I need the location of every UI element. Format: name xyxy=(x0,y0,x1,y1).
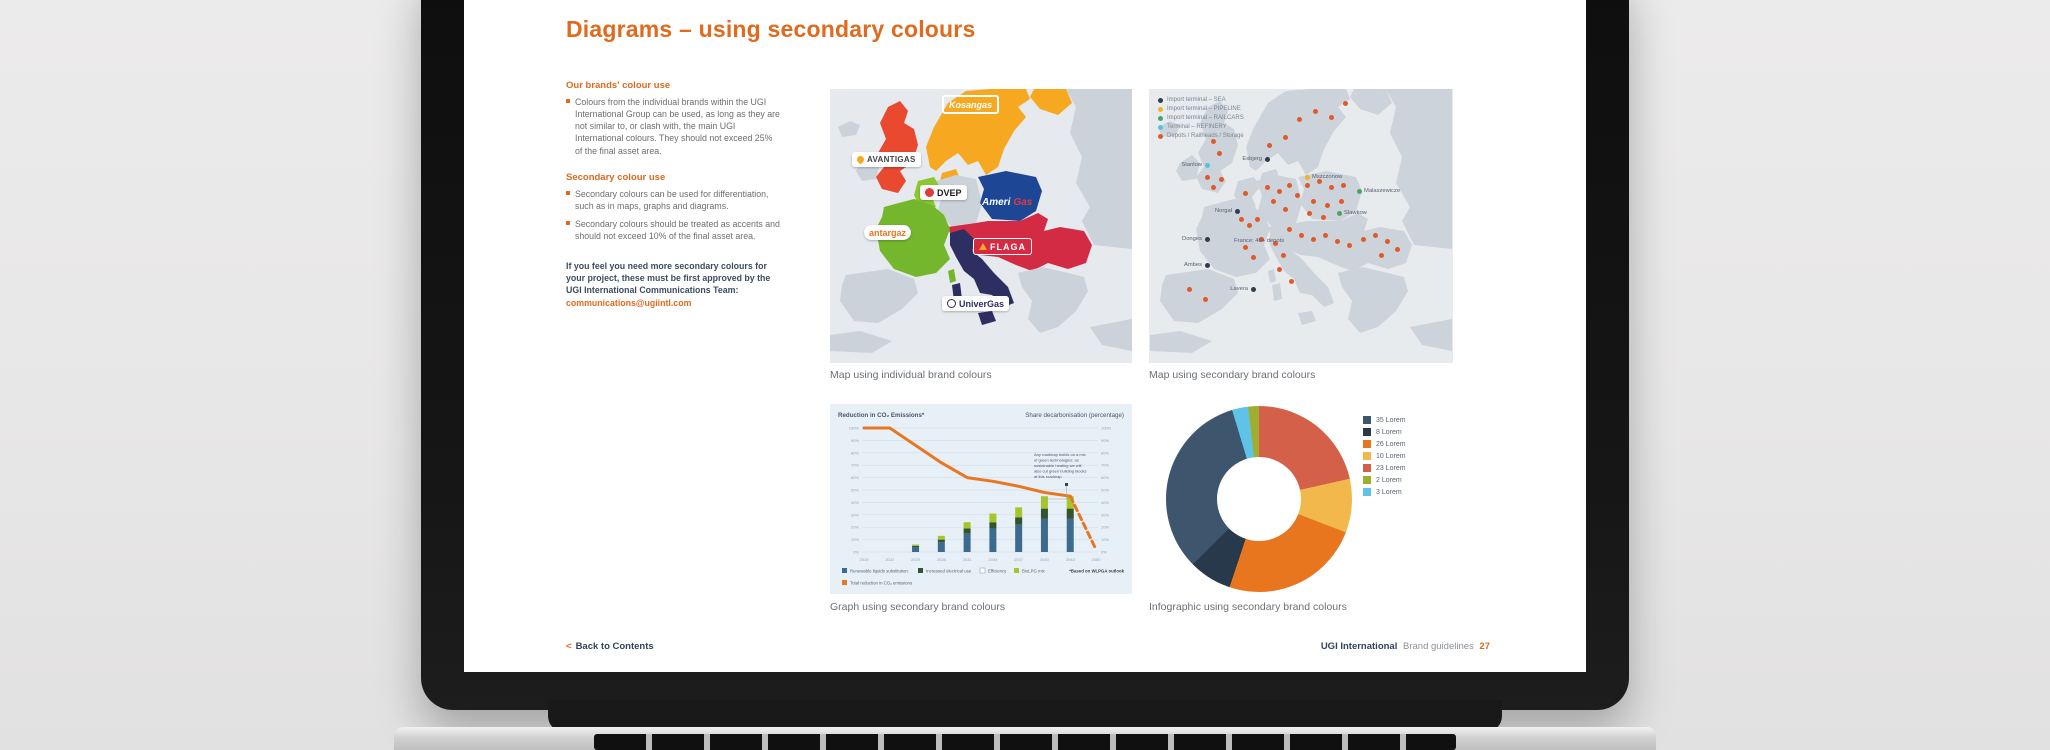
donut-legend-item: 10 Lorem xyxy=(1363,452,1406,460)
map2-dots-layer xyxy=(1149,89,1453,363)
figure-infographic-donut xyxy=(1149,404,1453,600)
svg-text:Efficiency: Efficiency xyxy=(988,568,1007,574)
svg-text:also cut green building blocks: also cut green building blocks xyxy=(1034,468,1087,474)
svg-text:80%: 80% xyxy=(850,450,859,456)
map2-legend-item: Terminal – REFINERY xyxy=(1158,124,1244,130)
map-location-dot xyxy=(1283,207,1288,212)
map-location-dot xyxy=(1305,183,1310,188)
svg-text:100%: 100% xyxy=(1101,425,1112,431)
svg-text:2028: 2028 xyxy=(936,557,946,562)
country-finland xyxy=(1030,89,1072,115)
brand-logo-avantigas: AVANTIGAS xyxy=(852,152,921,167)
flame-icon xyxy=(856,155,866,165)
svg-text:20%: 20% xyxy=(1101,524,1110,530)
map-location-dot xyxy=(1243,191,1248,196)
donut-legend-item: 26 Lorem xyxy=(1363,440,1406,448)
donut-legend xyxy=(1363,416,1406,500)
svg-text:Any roadmap builds on a mix: Any roadmap builds on a mix xyxy=(1034,452,1086,457)
map-city-label: Malaszewicze xyxy=(1364,188,1401,194)
map2-legend-item: Depots / Railheads / Storage xyxy=(1158,133,1244,139)
map-location-dot xyxy=(1335,239,1340,244)
bar-segment xyxy=(938,536,945,540)
svg-text:Renewable liquids substitution: Renewable liquids substitution xyxy=(850,568,908,574)
back-chevron-icon: < xyxy=(566,641,572,652)
bar-segment xyxy=(912,546,919,547)
map-location-dot xyxy=(1205,237,1210,242)
bar-segment xyxy=(912,547,919,552)
svg-text:Share decarbonisation (percent: Share decarbonisation (percentage) xyxy=(1025,412,1124,419)
bar-segment xyxy=(1041,496,1048,508)
map-location-dot xyxy=(1299,233,1304,238)
map-location-dot xyxy=(1255,217,1260,222)
figure-graph-secondary-colours xyxy=(830,404,1132,594)
map2-legend-item: Import terminal – PIPELINE xyxy=(1158,106,1244,112)
svg-text:40%: 40% xyxy=(850,499,859,505)
map-location-dot xyxy=(1341,183,1346,188)
map-location-dot xyxy=(1329,185,1334,190)
legend-swatch-icon xyxy=(1363,488,1371,496)
svg-text:2043: 2043 xyxy=(1065,557,1075,562)
svg-text:2040: 2040 xyxy=(1039,557,1049,562)
bullet-marker xyxy=(566,221,570,225)
svg-text:at this roadmap: at this roadmap xyxy=(1034,474,1062,479)
bar-segment xyxy=(938,542,945,552)
bar-segment xyxy=(1041,509,1048,519)
map-location-dot xyxy=(1321,215,1326,220)
svg-text:70%: 70% xyxy=(850,462,859,468)
map-city-label: France: 40+ depots xyxy=(1234,238,1285,244)
map-location-dot xyxy=(1357,189,1362,194)
caption-graph: Graph using secondary brand colours xyxy=(830,601,1006,613)
bullet-item: Secondary colours should be treated as accents and should not exceed 10% of the final asset area. xyxy=(566,218,782,242)
co2-reduction-chart xyxy=(830,404,1132,594)
bars xyxy=(912,496,1074,552)
section-heading-brand-colour-use: Our brands' colour use xyxy=(566,80,671,91)
brand-logo-antargaz: antargaz xyxy=(864,225,911,240)
map-location-dot xyxy=(1343,101,1348,106)
doc-title: Brand guidelines xyxy=(1403,641,1474,652)
brand-logo-kosangas: Kosangas xyxy=(942,95,999,114)
map-location-dot xyxy=(1281,253,1286,258)
map-city-label: Donges xyxy=(1182,236,1202,242)
map-location-dot xyxy=(1337,211,1342,216)
legend-swatch-icon xyxy=(1363,452,1371,460)
figure-map-secondary-colours xyxy=(1149,89,1453,363)
map-location-dot xyxy=(1271,199,1276,204)
map-location-dot xyxy=(1361,237,1366,242)
svg-text:60%: 60% xyxy=(1101,475,1110,481)
map-location-dot xyxy=(1283,135,1288,140)
map-location-dot xyxy=(1395,247,1400,252)
svg-text:50%: 50% xyxy=(1101,487,1110,493)
svg-text:100%: 100% xyxy=(848,425,859,431)
map-location-dot xyxy=(1305,175,1310,180)
map-location-dot xyxy=(1211,185,1216,190)
laptop-base xyxy=(394,727,1656,750)
bar-segment xyxy=(938,540,945,542)
svg-text:2050: 2050 xyxy=(1091,557,1101,562)
donut-legend-item: 3 Lorem xyxy=(1363,488,1406,496)
bullet-marker xyxy=(566,99,570,103)
svg-text:2037: 2037 xyxy=(1014,557,1024,562)
map-location-dot xyxy=(1265,185,1270,190)
svg-text:BioLPG mix: BioLPG mix xyxy=(1022,568,1045,574)
bar-segment xyxy=(989,514,996,523)
map-location-dot xyxy=(1265,157,1270,162)
svg-text:2034: 2034 xyxy=(988,557,998,562)
brand-logo-dvep: DVEP xyxy=(920,185,967,200)
bullet-list-2 xyxy=(566,188,782,243)
map-location-dot xyxy=(1287,227,1292,232)
donut-legend-item: 8 Lorem xyxy=(1363,428,1406,436)
back-to-contents-link[interactable]: < Back to Contents xyxy=(566,641,654,652)
map-city-label: Stanlow xyxy=(1181,162,1202,168)
legend-swatch-icon xyxy=(1363,476,1371,484)
svg-text:10%: 10% xyxy=(1101,537,1110,543)
bar-segment xyxy=(1041,519,1048,552)
donut-legend-item: 2 Lorem xyxy=(1363,476,1406,484)
donut-hole xyxy=(1217,457,1301,541)
map-location-dot xyxy=(1217,151,1222,156)
bar-segment xyxy=(964,533,971,552)
map-location-dot xyxy=(1323,233,1328,238)
map-location-dot xyxy=(1205,163,1210,168)
map-location-dot xyxy=(1297,117,1302,122)
svg-text:20%: 20% xyxy=(850,524,859,530)
approval-note-text: If you feel you need more secondary colours for your project, these must be first approved by the UGI International Communications Team: xyxy=(566,261,771,296)
bullet-marker xyxy=(566,191,570,195)
svg-text:90%: 90% xyxy=(1101,437,1110,443)
svg-text:30%: 30% xyxy=(1101,512,1110,518)
svg-text:2019: 2019 xyxy=(859,557,869,562)
svg-text:Increased electrical use: Increased electrical use xyxy=(926,568,972,574)
map-location-dot xyxy=(1325,203,1330,208)
dvep-swirl-icon xyxy=(925,188,934,197)
map-location-dot xyxy=(1277,189,1282,194)
bar-segment xyxy=(964,528,971,533)
svg-text:10%: 10% xyxy=(850,537,859,543)
brand-logo-univergas: UniverGas xyxy=(942,296,1009,311)
bullet-item: Secondary colours can be used for differentiation, such as in maps, graphs and diagrams. xyxy=(566,188,782,212)
map-location-dot xyxy=(1243,245,1248,250)
donut-legend-item: 23 Lorem xyxy=(1363,464,1406,472)
document-info xyxy=(1321,641,1490,652)
svg-text:0%: 0% xyxy=(853,549,859,555)
map-location-dot xyxy=(1239,217,1244,222)
map-location-dot xyxy=(1211,139,1216,144)
map-location-dot xyxy=(1277,267,1282,272)
page-number: 27 xyxy=(1479,641,1490,652)
donut-legend-item: 35 Lorem xyxy=(1363,416,1406,424)
map-location-dot xyxy=(1251,255,1256,260)
map-location-dot xyxy=(1313,109,1318,114)
bullet-item: Colours from the individual brands within the UGI International Group can be used, as long as they are not similar to, or clash with, the main UGI International colours. They should not exceed 25% of the final asset area. xyxy=(566,96,782,157)
legend-swatch-icon xyxy=(1363,464,1371,472)
caption-map-individual: Map using individual brand colours xyxy=(830,369,992,381)
map-city-label: Esbjerg xyxy=(1242,156,1262,162)
svg-text:Reduction in CO₂ Emissions*: Reduction in CO₂ Emissions* xyxy=(838,412,925,419)
svg-text:2025: 2025 xyxy=(911,557,921,562)
map-city-label: Mszczonow xyxy=(1312,174,1343,180)
map-city-label: Lavera xyxy=(1230,286,1248,292)
svg-text:2022: 2022 xyxy=(885,557,895,562)
land xyxy=(830,89,1132,353)
map-location-dot xyxy=(1187,287,1192,292)
map-location-dot xyxy=(1385,239,1390,244)
legend-swatch-icon xyxy=(1363,416,1371,424)
map-city-label: Slawkow xyxy=(1344,210,1367,216)
map-location-dot xyxy=(1235,209,1240,214)
figure-map-individual-brand-colours xyxy=(830,89,1132,363)
bar-segment xyxy=(1015,507,1022,517)
bar-segment xyxy=(1067,509,1074,519)
bar-segment xyxy=(1015,525,1022,552)
map-location-dot xyxy=(1373,233,1378,238)
svg-text:80%: 80% xyxy=(1101,450,1110,456)
map-location-dot xyxy=(1339,199,1344,204)
trend-line xyxy=(864,428,1096,550)
chart-legend xyxy=(842,568,1125,585)
approval-note xyxy=(566,260,782,309)
svg-text:of green technologies; as: of green technologies; as xyxy=(1034,457,1079,463)
map2-legend-item: Import terminal – RAILCARS xyxy=(1158,115,1244,121)
svg-text:*Based on WLPGA outlook: *Based on WLPGA outlook xyxy=(1069,568,1124,574)
bar-segment xyxy=(989,528,996,552)
donut-chart xyxy=(1166,406,1352,592)
map-location-dot xyxy=(1311,199,1316,204)
map-location-dot xyxy=(1311,237,1316,242)
sidebar-text-column xyxy=(566,80,782,309)
map-location-dot xyxy=(1267,143,1272,148)
map-location-dot xyxy=(1247,223,1252,228)
communications-email-link[interactable]: communications@ugiintl.com xyxy=(566,297,692,308)
brand-logo-flaga: FLAGA xyxy=(973,238,1032,255)
caption-map-secondary: Map using secondary brand colours xyxy=(1149,369,1316,381)
brand-logo-amerigas: Ameri Gas xyxy=(982,197,1033,208)
map-location-dot xyxy=(1329,115,1334,120)
svg-text:50%: 50% xyxy=(850,487,859,493)
svg-text:90%: 90% xyxy=(850,437,859,443)
svg-text:30%: 30% xyxy=(850,512,859,518)
map-location-dot xyxy=(1379,253,1384,258)
country-uk xyxy=(876,101,918,193)
bar-segment xyxy=(1067,519,1074,552)
svg-text:2031: 2031 xyxy=(962,557,972,562)
bar-segment xyxy=(989,522,996,528)
map-location-dot xyxy=(1289,279,1294,284)
map-city-label: Norgal xyxy=(1214,208,1232,214)
map-location-dot xyxy=(1287,183,1292,188)
map-city-label: Ambes xyxy=(1183,262,1202,268)
map-location-dot xyxy=(1251,287,1256,292)
bar-segment xyxy=(964,522,971,528)
map-location-dot xyxy=(1203,297,1208,302)
brand-name: UGI International xyxy=(1320,641,1398,652)
svg-text:60%: 60% xyxy=(850,475,859,481)
legend-swatch-icon xyxy=(1363,428,1371,436)
map-location-dot xyxy=(1347,243,1352,248)
svg-text:Total reduction in CO₂ emissio: Total reduction in CO₂ emissions xyxy=(850,580,913,586)
map-location-dot xyxy=(1205,175,1210,180)
svg-text:sustainable heating we will: sustainable heating we will xyxy=(1034,463,1082,468)
legend-swatch-icon xyxy=(1363,440,1371,448)
bullet-list-1 xyxy=(566,96,782,157)
map-location-dot xyxy=(1219,177,1224,182)
map-location-dot xyxy=(1307,211,1312,216)
laptop-keyboard xyxy=(594,734,1456,750)
page-title: Diagrams – using secondary colours xyxy=(566,16,976,42)
section-heading-secondary-colour-use: Secondary colour use xyxy=(566,171,666,183)
caption-infographic: Infographic using secondary brand colours xyxy=(1149,601,1347,613)
bar-segment xyxy=(1015,517,1022,524)
warning-triangle-icon xyxy=(979,243,987,250)
map-location-dot xyxy=(1205,263,1210,268)
univergas-circle-icon xyxy=(947,299,956,308)
brand-guidelines-page xyxy=(464,0,1586,672)
map-location-dot xyxy=(1295,193,1300,198)
map2-legend-item: Import terminal – SEA xyxy=(1158,97,1244,103)
chart-titles xyxy=(838,412,1124,419)
bar-segment xyxy=(912,545,919,546)
svg-text:70%: 70% xyxy=(1101,462,1110,468)
svg-text:0%: 0% xyxy=(1101,549,1107,555)
svg-text:40%: 40% xyxy=(1101,499,1110,505)
